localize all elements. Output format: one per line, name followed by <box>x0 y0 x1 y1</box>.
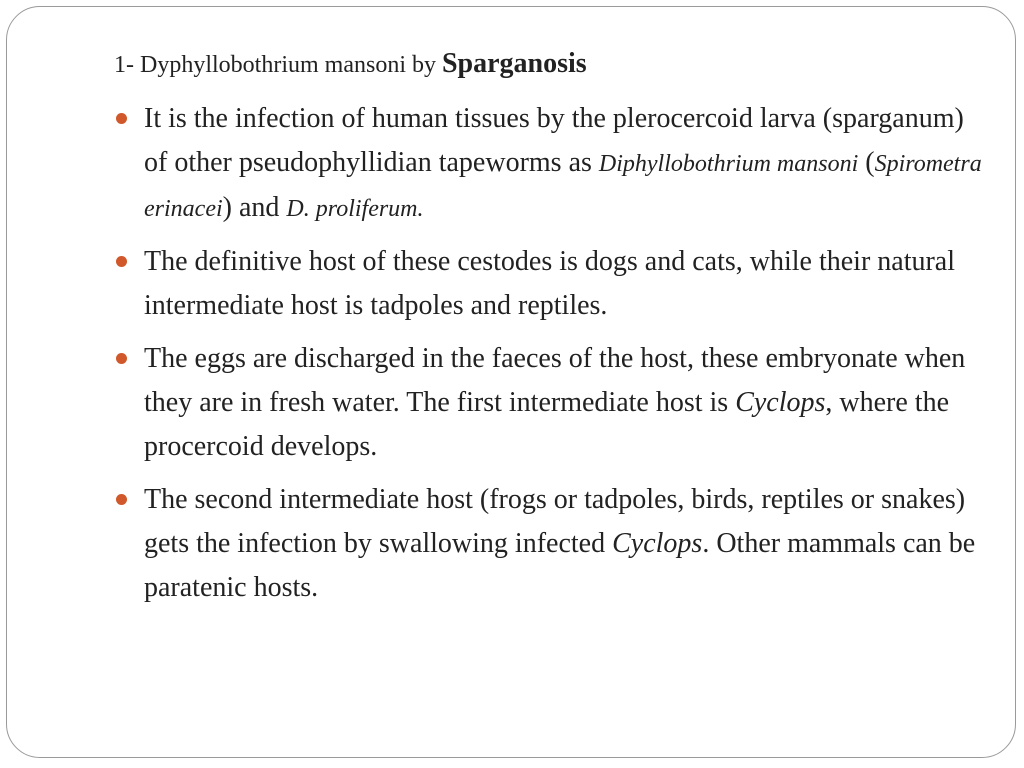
heading-emphasis: Sparganosis <box>441 48 587 79</box>
slide-content <box>7 7 1017 759</box>
bullet-item-definitive-host <box>114 240 994 328</box>
bullet-text: , where the procercoid develops. <box>144 387 950 462</box>
slide-frame <box>6 6 1016 758</box>
species-name: Spirometra erinacei <box>144 151 982 222</box>
bullet-dot-icon <box>116 113 127 124</box>
species-name: Diphyllobothrium mansoni <box>598 151 859 177</box>
bullet-text: . Other mammals can be paratenic hosts. <box>144 528 976 603</box>
slide-heading <box>114 47 587 82</box>
bullet-text: It is the infection of human tissues by the plerocercoid larva (sparganum) of other pseudophyllidian tapeworms as <box>144 103 964 178</box>
bullet-text: ( <box>858 147 875 178</box>
bullet-dot-icon <box>116 494 127 505</box>
bullet-item-infection <box>114 97 994 231</box>
bullet-list <box>114 97 994 619</box>
bullet-text: The eggs are discharged in the faeces of the host, these embryonate when they are in fresh water. The first intermediate host is <box>144 343 966 418</box>
bullet-text: The second intermediate host (frogs or tadpoles, birds, reptiles or snakes) gets the infection by swallowing infected <box>144 484 966 559</box>
species-name: Cyclops <box>612 528 703 559</box>
bullet-text: ) and <box>222 192 287 223</box>
species-name: D. proliferum. <box>286 196 424 222</box>
bullet-dot-icon <box>116 256 127 267</box>
bullet-dot-icon <box>116 353 127 364</box>
bullet-item-second-host <box>114 478 994 610</box>
species-name: Cyclops <box>735 387 826 418</box>
bullet-item-eggs <box>114 337 994 469</box>
bullet-text: The definitive host of these cestodes is dogs and cats, while their natural intermediate host is tadpoles and reptiles. <box>144 246 956 321</box>
heading-prefix: 1- Dyphyllobothrium mansoni by <box>114 52 442 78</box>
